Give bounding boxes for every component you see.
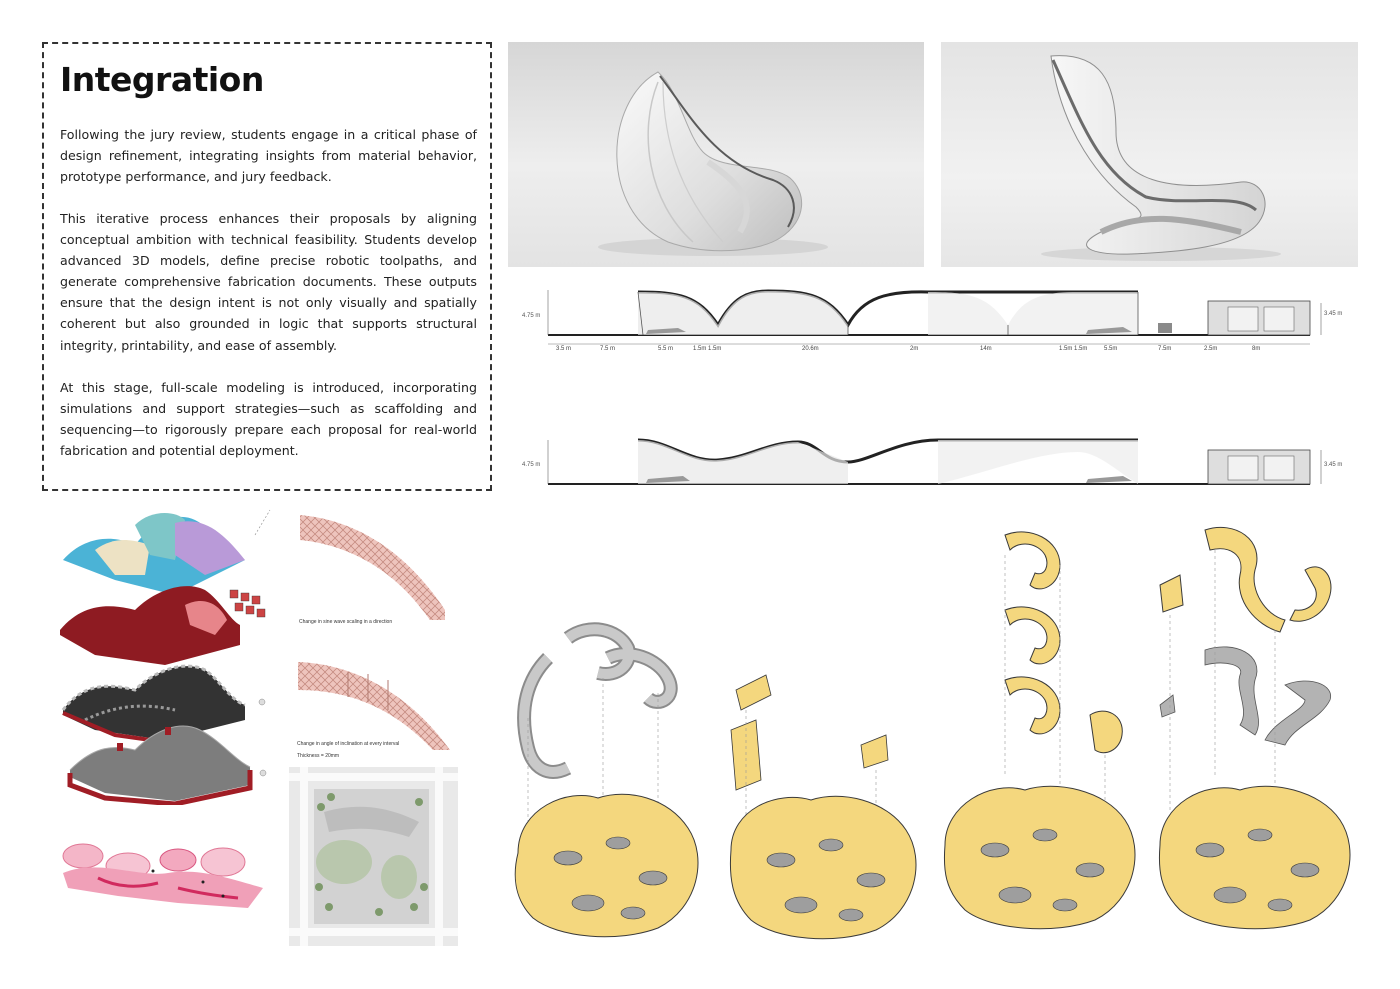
section-drawing-2 [518, 432, 1350, 492]
panel-study-captions [295, 737, 455, 761]
section-2-height-left: 4.75 m [522, 462, 541, 468]
dim-label: 1.5m [693, 346, 707, 352]
exploded-axo-2 [726, 670, 936, 948]
exploded-axo-3 [940, 525, 1145, 948]
dim-label: 5.5m [1104, 346, 1118, 352]
intro-text-box [42, 42, 492, 491]
page-title: Integration [60, 60, 264, 99]
panel-study-sine [295, 510, 455, 628]
dim-label: 20.6m [802, 346, 819, 352]
caption-inclination: Change in angle of inclination at every interval [297, 741, 400, 747]
section-drawing-1 [518, 285, 1350, 355]
parametric-layer-diagram [55, 505, 280, 805]
section-2-height-right: 3.45 m [1324, 462, 1343, 468]
stress-analysis-model [58, 818, 268, 918]
render-lounge-chair [941, 42, 1358, 267]
dim-label: 2m [910, 346, 919, 352]
paragraph-1: Following the jury review, students engage in a critical phase of design refinement, integrating insights from material behavior, prototype performance, and jury feedback. [60, 127, 477, 185]
exploded-axo-4 [1155, 520, 1360, 948]
dim-label: 3.5 m [556, 346, 572, 352]
section-1-height-left: 4.75 m [522, 313, 541, 319]
dim-label: 1.5m [1074, 346, 1088, 352]
section-1-height-right: 3.45 m [1324, 311, 1343, 317]
dim-label: 2.5m [1204, 346, 1218, 352]
dim-label: 5.5 m [658, 346, 674, 352]
dim-label: 1.5m [1059, 346, 1073, 352]
site-plan [289, 767, 458, 946]
render-shell-chair [508, 42, 924, 267]
dim-label: 14m [980, 346, 992, 352]
dim-label: 1.5m [708, 346, 722, 352]
dim-label: 7.5m [1158, 346, 1172, 352]
dim-label: 7.5 m [600, 346, 616, 352]
caption-thickness: Thickness = 20mm [297, 753, 340, 759]
caption-sine-wave: Change in sine wave scaling in a direction [299, 619, 393, 625]
paragraph-3: At this stage, full-scale modeling is introduced, incorporating simulations and support strategies—such as scaffolding and sequencing—to rigorously prepare each proposal for real-world fabrication and potential deployment. [60, 380, 477, 459]
paragraph-2: This iterative process enhances their proposals by aligning conceptual ambition with technical feasibility. Students develop advanced 3D models, define precise robotic toolpaths, and generate comprehensive fabrication documents. These outputs ensure that the design intent is not only visually and spatially coherent but also grounded in logic that supports structural integrity, printability, and ease of assembly. [60, 211, 477, 353]
dim-label: 8m [1252, 346, 1261, 352]
exploded-axo-1 [508, 618, 713, 948]
